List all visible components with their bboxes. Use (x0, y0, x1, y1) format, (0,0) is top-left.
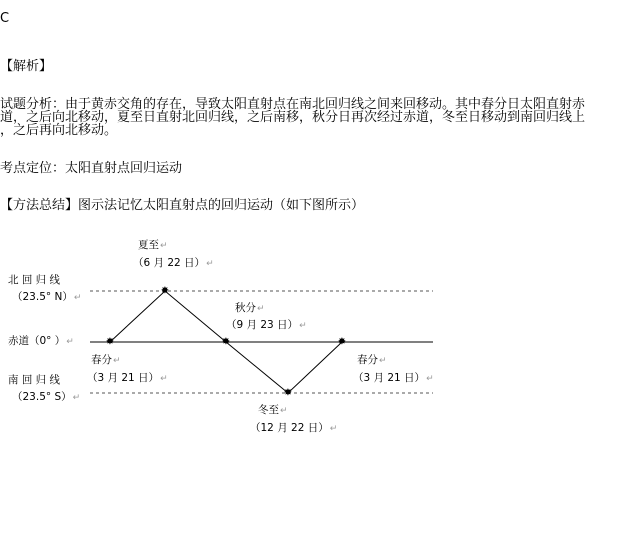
spring-equinox-marker-2: ✸ (337, 336, 347, 348)
analysis-line-2: 道，之后向北移动，夏至日直射北回归线，之后南移，秋分日再次经过赤道，冬至日移动到南回归线上 (0, 110, 586, 125)
spring-equinox-date-1: （3 月 21 日）↵ (87, 372, 168, 384)
kaodian-line: 考点定位：太阳直射点回归运动 (0, 161, 183, 176)
answer-letter: C (0, 11, 10, 26)
winter-solstice-marker: ✸ (283, 387, 293, 399)
equator-label: 赤道（0° ）↵ (8, 335, 74, 347)
autumn-equinox-marker: ✸ (221, 336, 231, 348)
autumn-equinox-label: 秋分↵ (235, 302, 265, 314)
summer-solstice-date: （6 月 22 日）↵ (133, 257, 214, 269)
analysis-line-1: 试题分析：由于黄赤交角的存在，导致太阳直射点在南北回归线之间来回移动。其中春分日太阳直射赤 (0, 97, 586, 112)
analysis-heading: 【解析】 (0, 59, 53, 74)
south-tropic-label: 南 回 归 线 (8, 374, 61, 386)
autumn-equinox-date: （9 月 23 日）↵ (226, 319, 307, 331)
spring-equinox-date-2: （3 月 21 日）↵ (353, 372, 434, 384)
winter-solstice-date: （12 月 22 日）↵ (250, 422, 338, 434)
spring-equinox-marker: ✸ (105, 336, 115, 348)
analysis-line-3: ，之后再向北移动。 (0, 123, 118, 138)
method-summary: 【方法总结】图示法记忆太阳直射点的回归运动（如下图所示） (0, 198, 365, 213)
north-tropic-label: 北 回 归 线 (8, 274, 61, 286)
winter-solstice-label: 冬至↵ (258, 404, 288, 416)
spring-equinox-label-1: 春分↵ (91, 354, 121, 366)
summer-solstice-marker: ✸ (160, 285, 170, 297)
summer-solstice-label: 夏至↵ (138, 239, 168, 251)
north-tropic-lat: （23.5° N）↵ (12, 291, 82, 303)
south-tropic-lat: （23.5° S）↵ (12, 391, 81, 403)
spring-equinox-label-2: 春分↵ (357, 354, 387, 366)
